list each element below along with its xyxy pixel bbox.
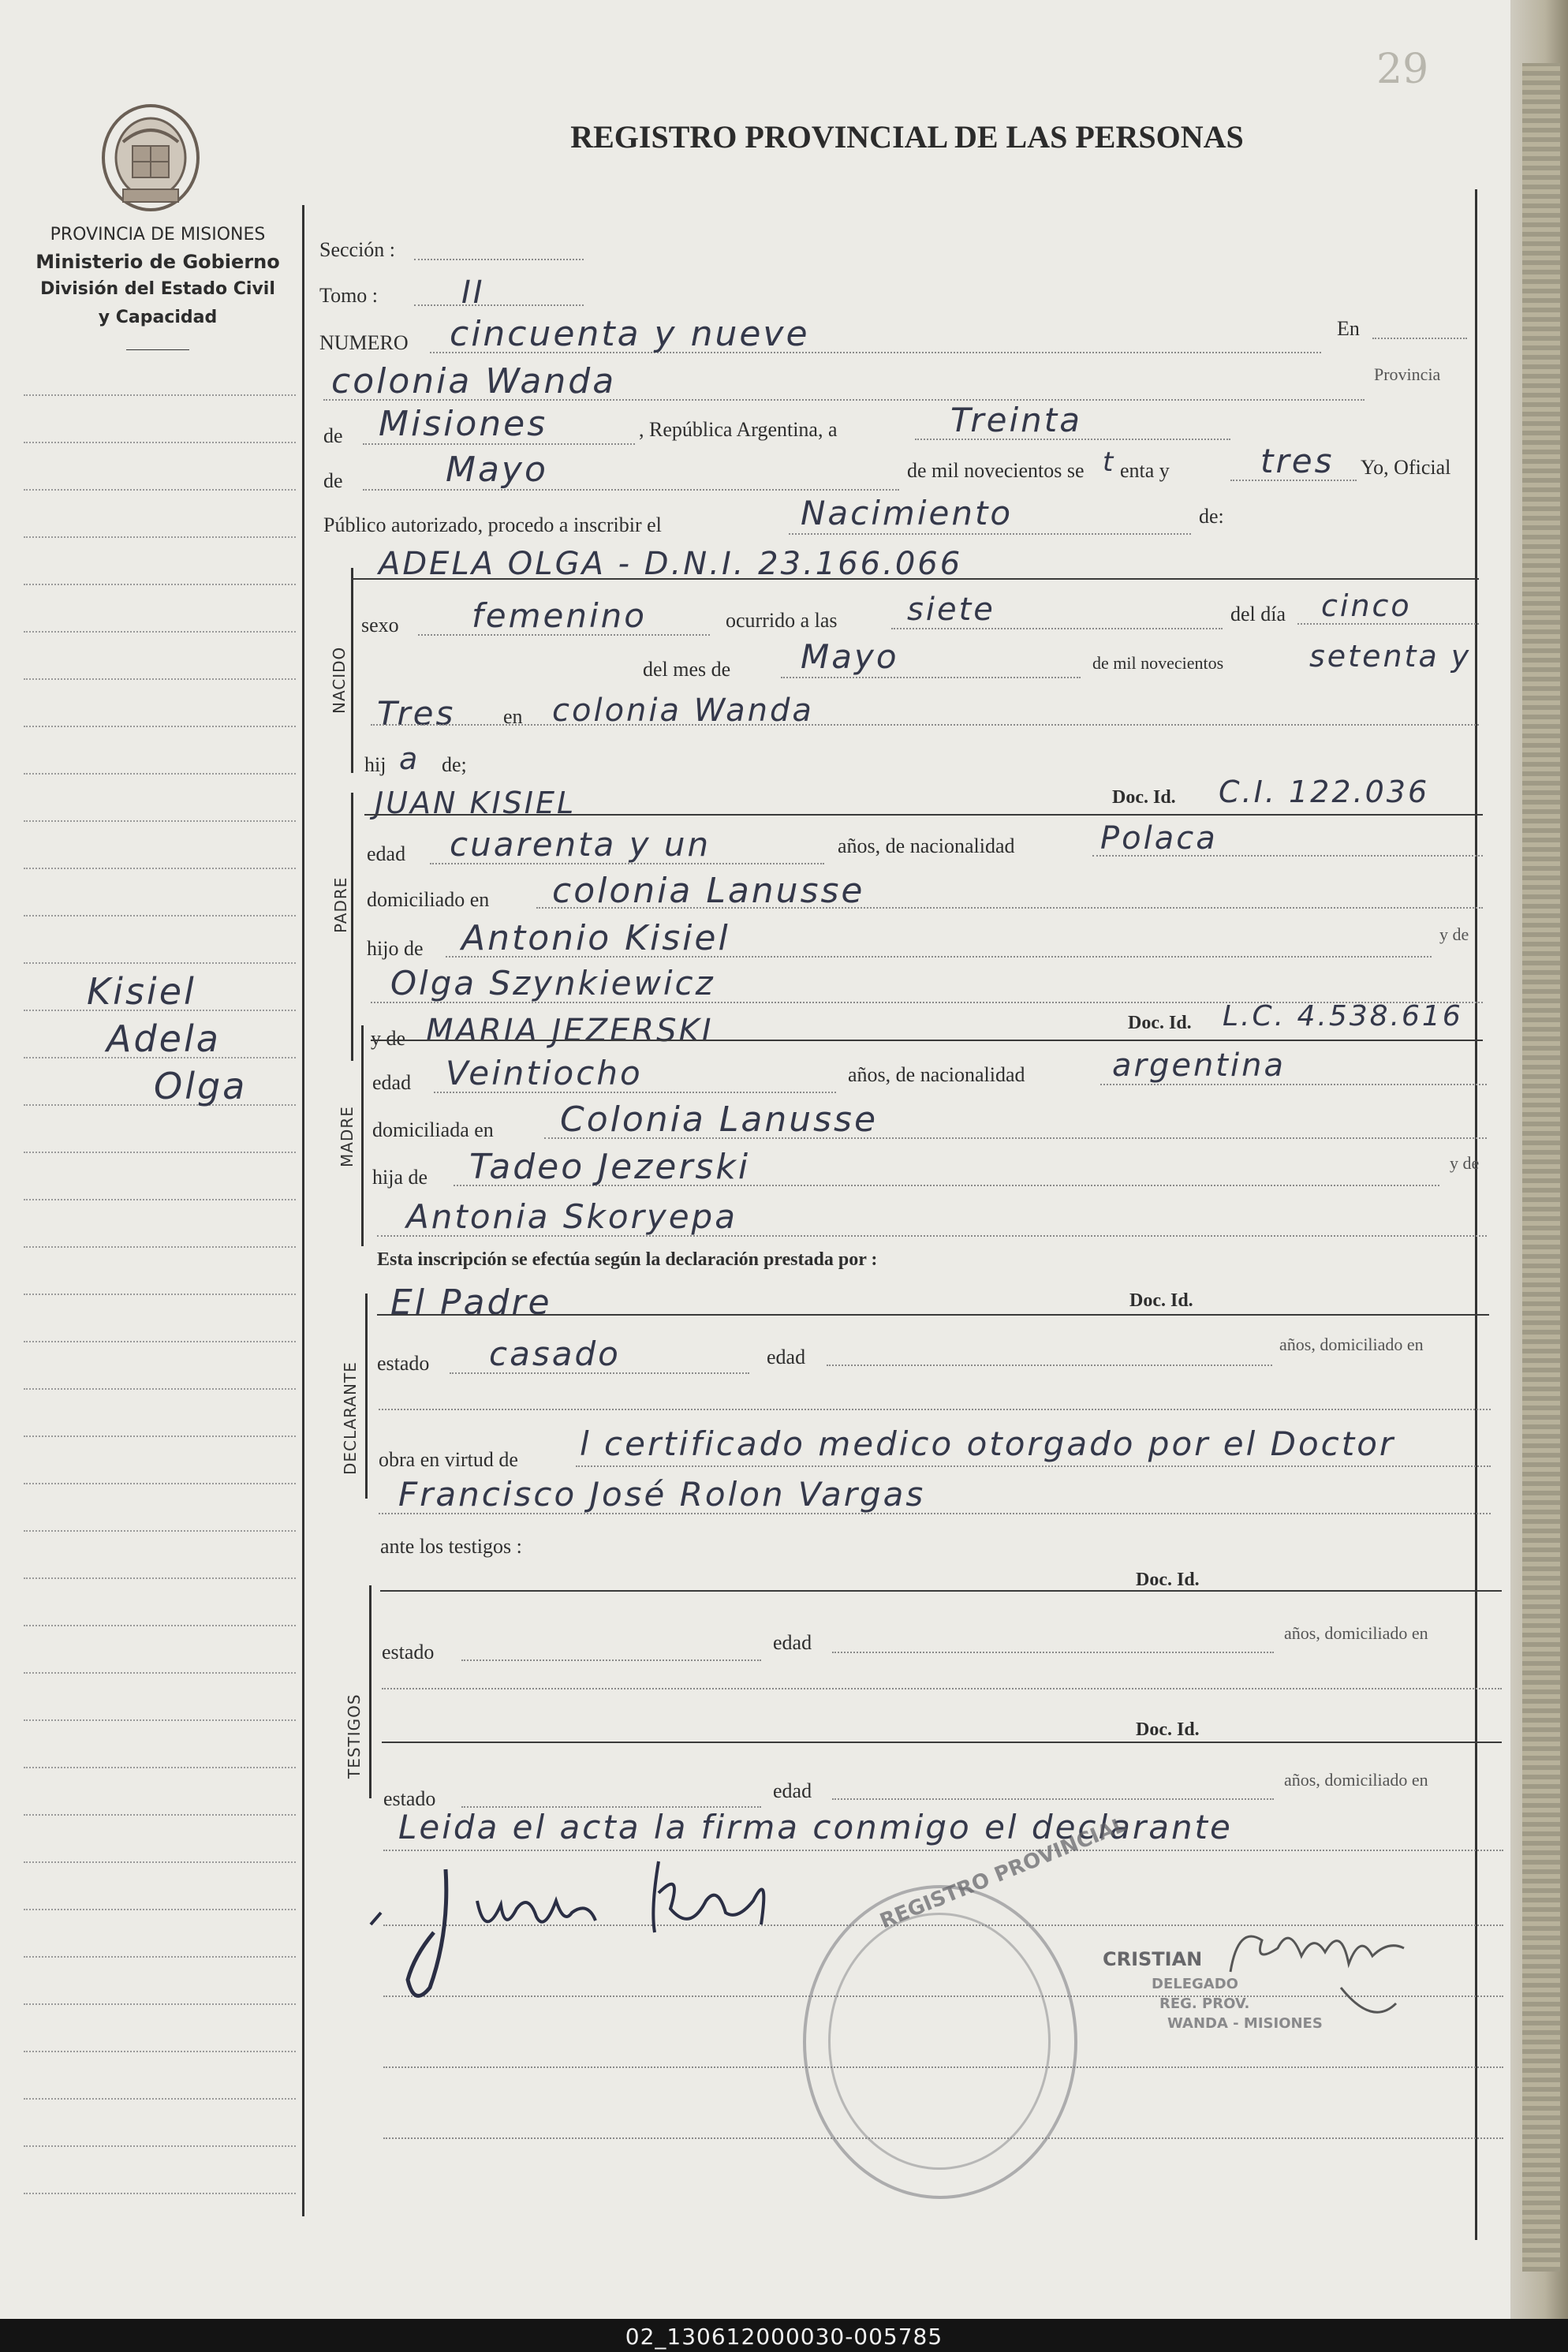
official-stamp-line2: DELEGADO: [1152, 1976, 1238, 1992]
line-obra-2: [379, 1513, 1491, 1514]
label-padre-y-de: y de: [1439, 924, 1469, 944]
value-padre-edad: cuarenta y un: [450, 825, 711, 864]
line-padre-nombre: [364, 814, 1483, 816]
label-madre-edad: edad: [372, 1071, 412, 1094]
value-padre-nombre: JUAN KISIEL: [375, 786, 577, 820]
issuer-line3: División del Estado Civil: [40, 279, 275, 299]
margin-line: [24, 1767, 296, 1768]
label-t2-anos: años, domiciliado en: [1284, 1770, 1428, 1790]
value-hij: a: [399, 741, 420, 776]
value-sexo: femenino: [472, 596, 647, 635]
value-nombre: ADELA OLGA - D.N.I. 23.166.066: [379, 546, 963, 582]
label-t1-estado: estado: [382, 1641, 435, 1663]
provincial-seal-icon: [99, 103, 202, 215]
label-decl-edad: edad: [767, 1346, 806, 1368]
margin-line: [24, 2145, 296, 2147]
value-obra-2: Francisco José Rolon Vargas: [398, 1475, 926, 1514]
line-hora: [891, 628, 1223, 629]
value-padre-nac: Polaca: [1100, 820, 1218, 857]
margin-line: [24, 678, 296, 680]
line-declarante: [377, 1314, 1489, 1316]
issuer-rule: [126, 349, 189, 350]
margin-line: [24, 1814, 296, 1816]
line-dia: [1297, 623, 1479, 625]
label-t1-anos: años, domiciliado en: [1284, 1623, 1428, 1643]
value-lugar-nac: colonia Wanda: [552, 693, 814, 729]
margin-line: [24, 631, 296, 633]
line-obra-1: [576, 1465, 1491, 1467]
margin-note-name2: Olga: [154, 1065, 248, 1107]
margin-line: [24, 489, 296, 491]
label-de-provincia: de: [323, 424, 343, 447]
margin-line: [24, 726, 296, 727]
label-padre-nac: años, de nacionalidad: [838, 834, 1015, 857]
margin-line: [24, 773, 296, 775]
margin-line: [24, 1435, 296, 1437]
value-anio-1: setenta y: [1309, 639, 1472, 674]
label-testigo1-doc: Doc. Id.: [1136, 1570, 1200, 1590]
value-tomo: II: [461, 274, 485, 311]
value-dia-acta: Treinta: [950, 401, 1082, 439]
line-en: [1372, 338, 1467, 339]
value-declarante: El Padre: [390, 1282, 552, 1323]
label-del-mes: del mes de: [643, 658, 731, 681]
label-seccion: Sección :: [319, 238, 396, 261]
margin-line: [24, 536, 296, 538]
value-madre-nac: argentina: [1112, 1047, 1286, 1084]
round-stamp-text: REGISTRO PROVINCIAL: [876, 1813, 1130, 1934]
line-lugar-nac: [371, 724, 1479, 726]
value-madre-doc: L.C. 4.538.616: [1223, 1000, 1463, 1032]
label-de-colon: de:: [1199, 505, 1224, 528]
book-binding: [1522, 63, 1560, 2272]
label-padre-dom: domiciliado en: [367, 888, 490, 911]
label-tomo: Tomo :: [319, 284, 379, 307]
label-mil-novecientos: de mil novecientos se: [907, 459, 1085, 482]
label-t2-estado: estado: [383, 1787, 436, 1810]
label-en-lugar: en: [503, 705, 523, 728]
value-madre-madre: Antonia Skoryepa: [406, 1197, 737, 1236]
official-stamp-line4: WANDA - MISIONES: [1167, 2015, 1323, 2032]
margin-line: [24, 1341, 296, 1342]
line-nombre: [351, 578, 1479, 580]
label-de-semi: de;: [442, 753, 467, 776]
line-t1-estado: [461, 1659, 761, 1661]
margin-line: [24, 1909, 296, 1910]
line-testigo2: [382, 1742, 1502, 1743]
declarant-signature: [359, 1846, 816, 2011]
label-testigo2-doc: Doc. Id.: [1136, 1719, 1200, 1740]
value-padre-dom: colonia Lanusse: [552, 871, 865, 911]
value-padre-madre: Olga Szynkiewicz: [390, 964, 715, 1002]
label-t2-edad: edad: [773, 1779, 812, 1802]
label-padre-hijo-de: hijo de: [367, 937, 424, 960]
label-provincia: Provincia: [1374, 364, 1441, 384]
label-hij: hij: [364, 753, 386, 776]
label-testigos: TESTIGOS: [345, 1693, 364, 1779]
value-numero: cincuenta y nueve: [450, 314, 810, 354]
line-seccion: [414, 259, 584, 260]
value-padre-padre: Antonio Kisiel: [461, 918, 730, 958]
footer-bar: [0, 2319, 1568, 2352]
label-yo-oficial: Yo, Oficial: [1361, 456, 1451, 479]
padre-bracket: [351, 793, 353, 1061]
line-decl-edad: [827, 1365, 1272, 1366]
label-inscripcion: Esta inscripción se efectúa según la declaración prestada por :: [377, 1249, 878, 1270]
value-provincia: Misiones: [379, 404, 548, 444]
margin-line: [24, 1719, 296, 1721]
margin-line: [24, 442, 296, 443]
label-ocurrido: ocurrido a las: [726, 609, 838, 632]
margin-line: [24, 1294, 296, 1295]
margin-line: [24, 1388, 296, 1390]
label-ante: ante los testigos :: [380, 1535, 522, 1558]
margin-line: [24, 1625, 296, 1626]
label-de-mes: de: [323, 469, 343, 492]
line-tomo: [414, 304, 584, 306]
margin-line: [24, 2051, 296, 2052]
line-madre-nombre: [371, 1040, 1483, 1041]
line-tipo: [789, 533, 1191, 535]
value-madre-dom: Colonia Lanusse: [560, 1099, 879, 1140]
margin-line: [24, 1152, 296, 1153]
value-mes-acta: Mayo: [446, 450, 548, 490]
label-sexo: sexo: [361, 614, 399, 637]
margin-line: [24, 1246, 296, 1248]
label-numero: NUMERO: [319, 331, 409, 354]
label-madre: MADRE: [338, 1106, 357, 1167]
label-madre-doc: Doc. Id.: [1128, 1013, 1192, 1033]
label-y-de: y de: [371, 1027, 406, 1050]
label-republica: , República Argentina, a: [639, 418, 838, 441]
margin-line: [24, 820, 296, 822]
footer-code: 02_130612000030-005785: [625, 2324, 943, 2350]
margin-line: [24, 1483, 296, 1484]
value-madre-padre: Tadeo Jezerski: [469, 1147, 751, 1187]
official-signature: [1215, 1893, 1420, 2035]
value-anio-acta: tres: [1260, 442, 1335, 480]
page-number: 29: [1376, 46, 1429, 93]
value-dia: cinco: [1321, 588, 1412, 623]
value-tipo: Nacimiento: [801, 494, 1014, 532]
label-madre-nac: años, de nacionalidad: [848, 1063, 1025, 1086]
margin-line: [24, 1956, 296, 1958]
margin-line: [24, 1199, 296, 1200]
margin-line: [24, 394, 296, 396]
declarante-bracket: [365, 1294, 368, 1499]
margin-line: [24, 962, 296, 964]
label-padre-doc: Doc. Id.: [1112, 787, 1176, 808]
margin-line: [24, 2098, 296, 2100]
line-madre-nac: [1100, 1084, 1487, 1085]
margin-line: [24, 2003, 296, 2005]
margin-line: [24, 1530, 296, 1532]
issuer-line4: y Capacidad: [98, 308, 218, 327]
label-madre-y-de: y de: [1450, 1153, 1480, 1173]
line-t2-edad: [832, 1798, 1274, 1800]
line-mes: [781, 677, 1081, 678]
label-obra: obra en virtud de: [379, 1448, 518, 1471]
line-decl-dom: [379, 1409, 1491, 1410]
margin-line: [24, 1577, 296, 1579]
line-testigo1: [380, 1590, 1502, 1592]
testigos-bracket: [369, 1585, 371, 1798]
label-padre: PADRE: [331, 876, 350, 933]
value-anio-2: Tres: [377, 694, 456, 733]
value-obra-1: l certificado medico otorgado por el Doctor: [580, 1424, 1396, 1463]
label-enta-y: enta y: [1120, 459, 1170, 482]
value-madre-nombre: MARIA JEZERSKI: [426, 1013, 714, 1049]
issuer-line1: PROVINCIA DE MISIONES: [50, 225, 266, 245]
value-lugar: colonia Wanda: [331, 361, 617, 401]
margin-note-name1: Adela: [106, 1017, 221, 1060]
value-decl-estado: casado: [489, 1335, 621, 1373]
label-decl-estado: estado: [377, 1352, 430, 1375]
madre-bracket: [361, 1025, 364, 1246]
margin-line: [24, 1672, 296, 1674]
value-cierre: Leida el acta la firma conmigo el declarante: [398, 1808, 1233, 1846]
label-madre-dom: domiciliada en: [372, 1118, 494, 1141]
document-title: REGISTRO PROVINCIAL DE LAS PERSONAS: [570, 119, 1244, 155]
left-border-line: [302, 205, 304, 2216]
label-madre-hija-de: hija de: [372, 1166, 428, 1189]
label-padre-edad: edad: [367, 842, 406, 865]
margin-line: [24, 1861, 296, 1863]
value-hora: siete: [907, 592, 995, 628]
line-mes-acta: [363, 489, 899, 491]
label-declarante: DECLARANTE: [341, 1361, 360, 1475]
value-padre-doc: C.I. 122.036: [1219, 775, 1430, 809]
label-t1-edad: edad: [773, 1631, 812, 1654]
official-stamp-line1: CRISTIAN: [1103, 1948, 1203, 1970]
label-en: En: [1337, 317, 1360, 340]
label-publico: Público autorizado, procedo a inscribir el: [323, 513, 662, 536]
margin-line: [24, 915, 296, 917]
margin-line: [24, 2193, 296, 2194]
margin-line: [24, 584, 296, 585]
margin-line: [24, 868, 296, 869]
nacido-bracket: [351, 568, 353, 773]
round-stamp-inner: [828, 1913, 1051, 2170]
label-decl-anos: años, domiciliado en: [1279, 1335, 1424, 1354]
right-border-line: [1475, 189, 1477, 2240]
official-stamp-line3: REG. PROV.: [1159, 1995, 1250, 2012]
margin-note-surname: Kisiel: [87, 970, 196, 1013]
line-t1-edad: [832, 1652, 1274, 1653]
label-nacido: NACIDO: [330, 646, 349, 714]
label-declarante-doc: Doc. Id.: [1129, 1290, 1193, 1311]
value-madre-edad: Veintiocho: [446, 1054, 643, 1092]
value-t-insert: t: [1103, 446, 1116, 478]
line-t1-dom: [382, 1688, 1502, 1689]
issuer-line2: Ministerio de Gobierno: [35, 251, 280, 273]
value-mes: Mayo: [801, 637, 899, 676]
label-mil-nov-nac: de mil novecientos: [1092, 653, 1224, 673]
label-del-dia: del día: [1230, 603, 1286, 625]
